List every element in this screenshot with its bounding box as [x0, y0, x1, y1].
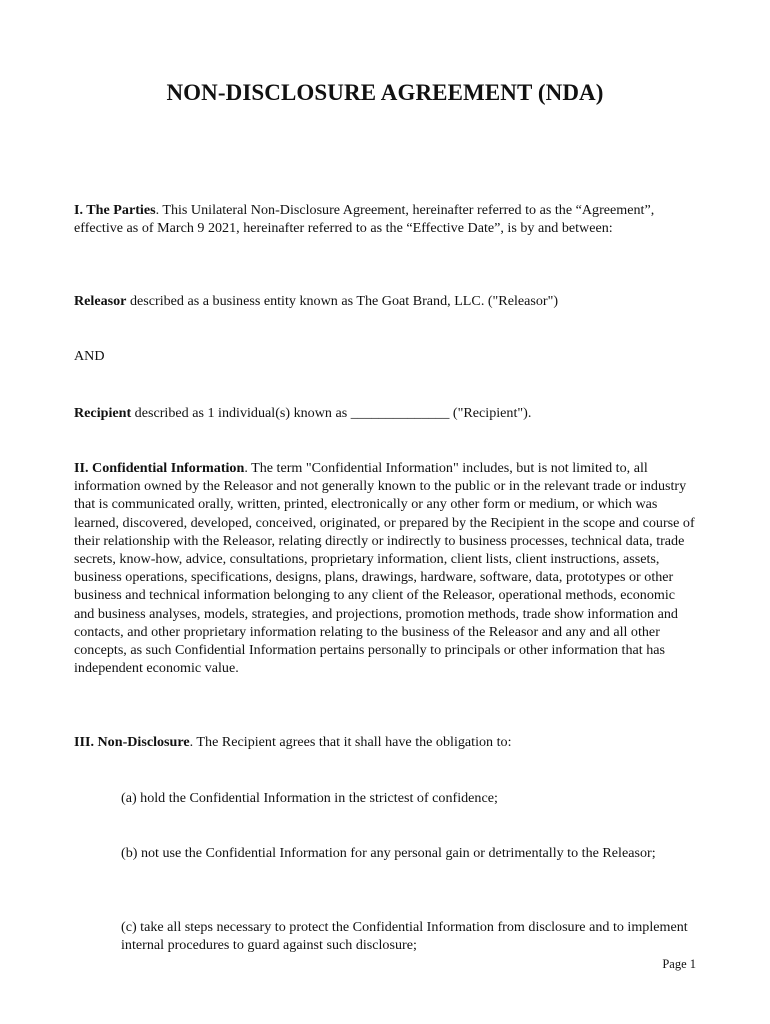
confidential-information-paragraph: [74, 459, 698, 677]
document-title: NON-DISCLOSURE AGREEMENT (NDA): [166, 80, 604, 105]
parties-text: . This Unilateral Non-Disclosure Agreement, hereinafter referred to as the “Agreement”, effective as of March 9 2021, hereinafter referred to as the “Effective Date”, is by and between:: [74, 202, 655, 237]
obligation-item-a: (a) hold the Confidential Information in the strictest of confidence;: [121, 790, 498, 806]
releasor-paragraph: [74, 292, 698, 310]
releasor-label: Releasor: [74, 293, 127, 309]
obligation-item-c: (c) take all steps necessary to protect the Confidential Information from disclosure and to implement internal procedures to guard against such disclosure;: [121, 919, 688, 954]
page-number: Page 1: [662, 957, 696, 971]
releasor-text: described as a business entity known as The Goat Brand, LLC. ("Releasor"): [126, 293, 559, 309]
recipient-text: described as 1 individual(s) known as ______________ ("Recipient").: [131, 405, 532, 421]
non-disclosure-paragraph: [74, 733, 698, 751]
obligation-item-b: (b) not use the Confidential Information for any personal gain or detrimentally to the Releasor;: [121, 845, 656, 861]
recipient-label: Recipient: [74, 405, 132, 421]
non-disclosure-text: . The Recipient agrees that it shall have the obligation to:: [189, 734, 512, 750]
and-text: AND: [74, 348, 105, 364]
parties-heading: I. The Parties: [74, 202, 156, 218]
parties-paragraph: [74, 201, 698, 237]
confidential-information-text: . The term "Confidential Information" includes, but is not limited to, all information owned by the Releasor and not generally known to the public or in the relevant trade or industry that is communicated orally, written, printed, electronically or any other form or medium, or which was learned, discovered, developed, conceived, originated, or prepared by the Recipient in the scope and course of their relationship with the Releasor, relating directly or indirectly to business processes, technical data, trade secrets, know-how, advice, consultations, proprietary information, client lists, client instructions, assets, business operations, specifications, designs, plans, drawings, hardware, software, data, prototypes or other business and technical information belonging to any client of the Releasor, operational methods, economic and business analyses, models, strategies, and projections, promotion methods, trade show information and contacts, and other proprietary information relating to the business of the Releasor and any and all other concepts, as such Confidential Information pertains personally to principals or other information that has independent economic value.: [74, 460, 695, 677]
non-disclosure-heading: III. Non-Disclosure: [74, 734, 190, 750]
confidential-information-heading: II. Confidential Information: [74, 460, 245, 476]
recipient-paragraph: [74, 404, 698, 422]
